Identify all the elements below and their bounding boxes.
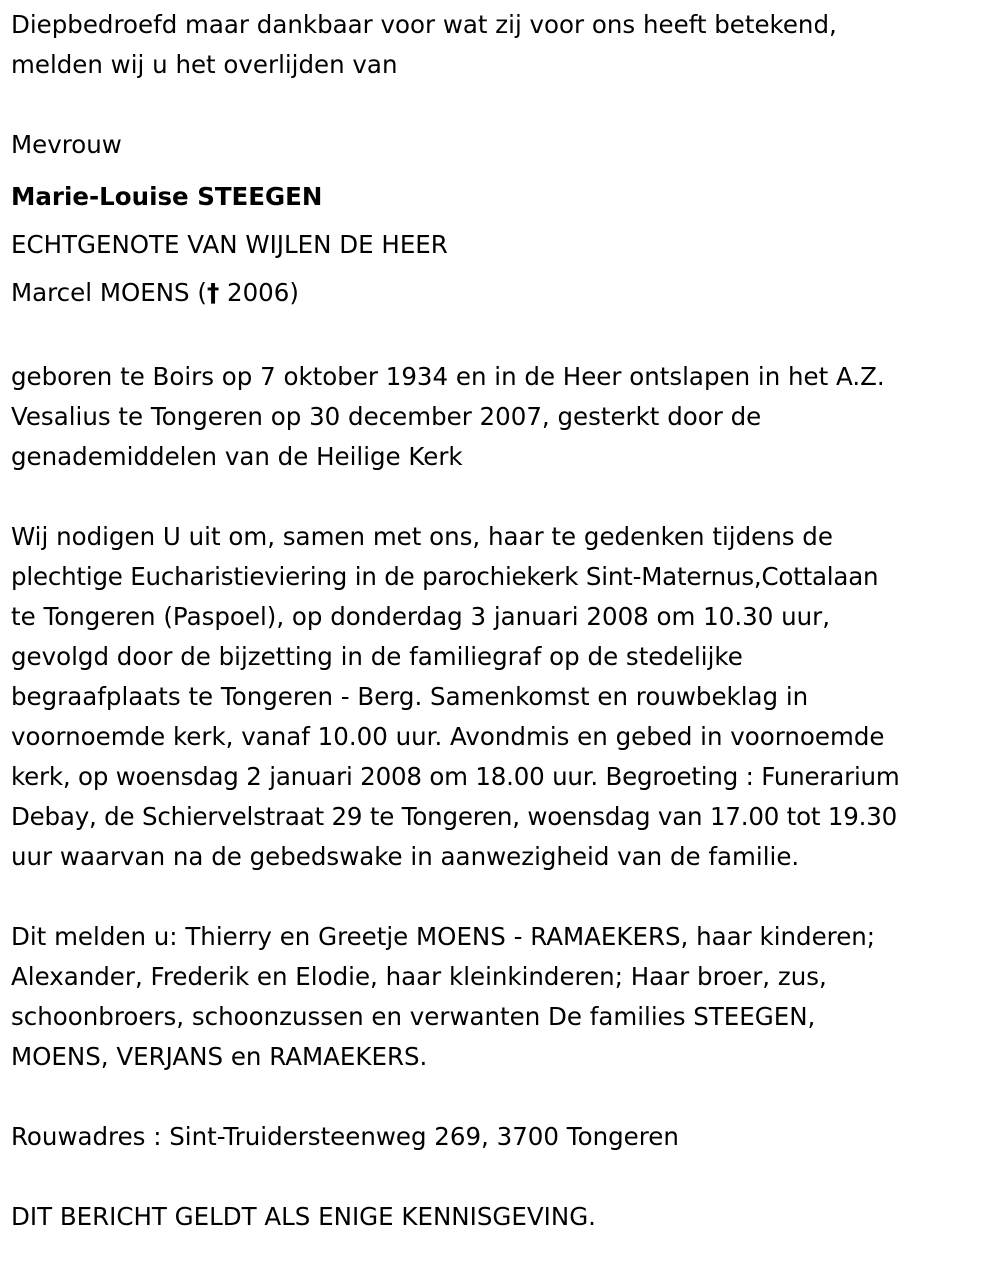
intro-line: Diepbedroefd maar dankbaar voor wat zij voor ons heeft betekend, xyxy=(11,10,837,39)
service-line: plechtige Eucharistieviering in de parochiekerk Sint-Maternus,Cottalaan xyxy=(11,562,879,591)
service-line: Debay, de Schiervelstraat 29 te Tongeren, woensdag van 17.00 tot 19.30 xyxy=(11,802,898,831)
deceased-relation: ECHTGENOTE VAN WIJLEN DE HEER xyxy=(11,230,448,259)
service-line: uur waarvan na de gebedswake in aanwezigheid van de familie. xyxy=(11,842,800,871)
cross-icon: † xyxy=(206,278,220,307)
spouse-suffix: 2006) xyxy=(219,278,299,307)
service-line: gevolgd door de bijzetting in de familiegraf op de stedelijke xyxy=(11,642,743,671)
intro-paragraph xyxy=(11,5,996,85)
address-paragraph xyxy=(11,1117,996,1157)
notice-text: DIT BERICHT GELDT ALS ENIGE KENNISGEVING. xyxy=(11,1202,596,1231)
deceased-block xyxy=(11,125,996,317)
spouse-line xyxy=(11,269,996,317)
intro-line: melden wij u het overlijden van xyxy=(11,50,398,79)
service-paragraph xyxy=(11,517,996,877)
service-line: Wij nodigen U uit om, samen met ons, haar te gedenken tijdens de xyxy=(11,522,833,551)
deceased-title: Mevrouw xyxy=(11,130,122,159)
service-line: voornoemde kerk, vanaf 10.00 uur. Avondmis en gebed in voornoemde xyxy=(11,722,885,751)
birth-death-line: geboren te Boirs op 7 oktober 1934 en in de Heer ontslapen in het A.Z. xyxy=(11,362,885,391)
birth-death-line: Vesalius te Tongeren op 30 december 2007, gesterkt door de xyxy=(11,402,762,431)
deceased-name: Marie-Louise STEEGEN xyxy=(11,182,323,211)
service-line: te Tongeren (Paspoel), op donderdag 3 januari 2008 om 10.30 uur, xyxy=(11,602,831,631)
obituary-document xyxy=(11,5,996,1277)
spouse-prefix: Marcel MOENS ( xyxy=(11,278,207,307)
notice-paragraph xyxy=(11,1197,996,1237)
service-line: kerk, op woensdag 2 januari 2008 om 18.00 uur. Begroeting : Funerarium xyxy=(11,762,900,791)
mourning-address: Rouwadres : Sint-Truidersteenweg 269, 3700 Tongeren xyxy=(11,1122,679,1151)
service-line: begraafplaats te Tongeren - Berg. Samenkomst en rouwbeklag in xyxy=(11,682,809,711)
family-line: Dit melden u: Thierry en Greetje MOENS - RAMAEKERS, haar kinderen; xyxy=(11,922,876,951)
birth-death-paragraph xyxy=(11,357,996,477)
family-paragraph xyxy=(11,917,996,1077)
family-line: schoonbroers, schoonzussen en verwanten De families STEEGEN, xyxy=(11,1002,816,1031)
family-line: Alexander, Frederik en Elodie, haar kleinkinderen; Haar broer, zus, xyxy=(11,962,827,991)
family-line: MOENS, VERJANS en RAMAEKERS. xyxy=(11,1042,428,1071)
birth-death-line: genademiddelen van de Heilige Kerk xyxy=(11,442,463,471)
